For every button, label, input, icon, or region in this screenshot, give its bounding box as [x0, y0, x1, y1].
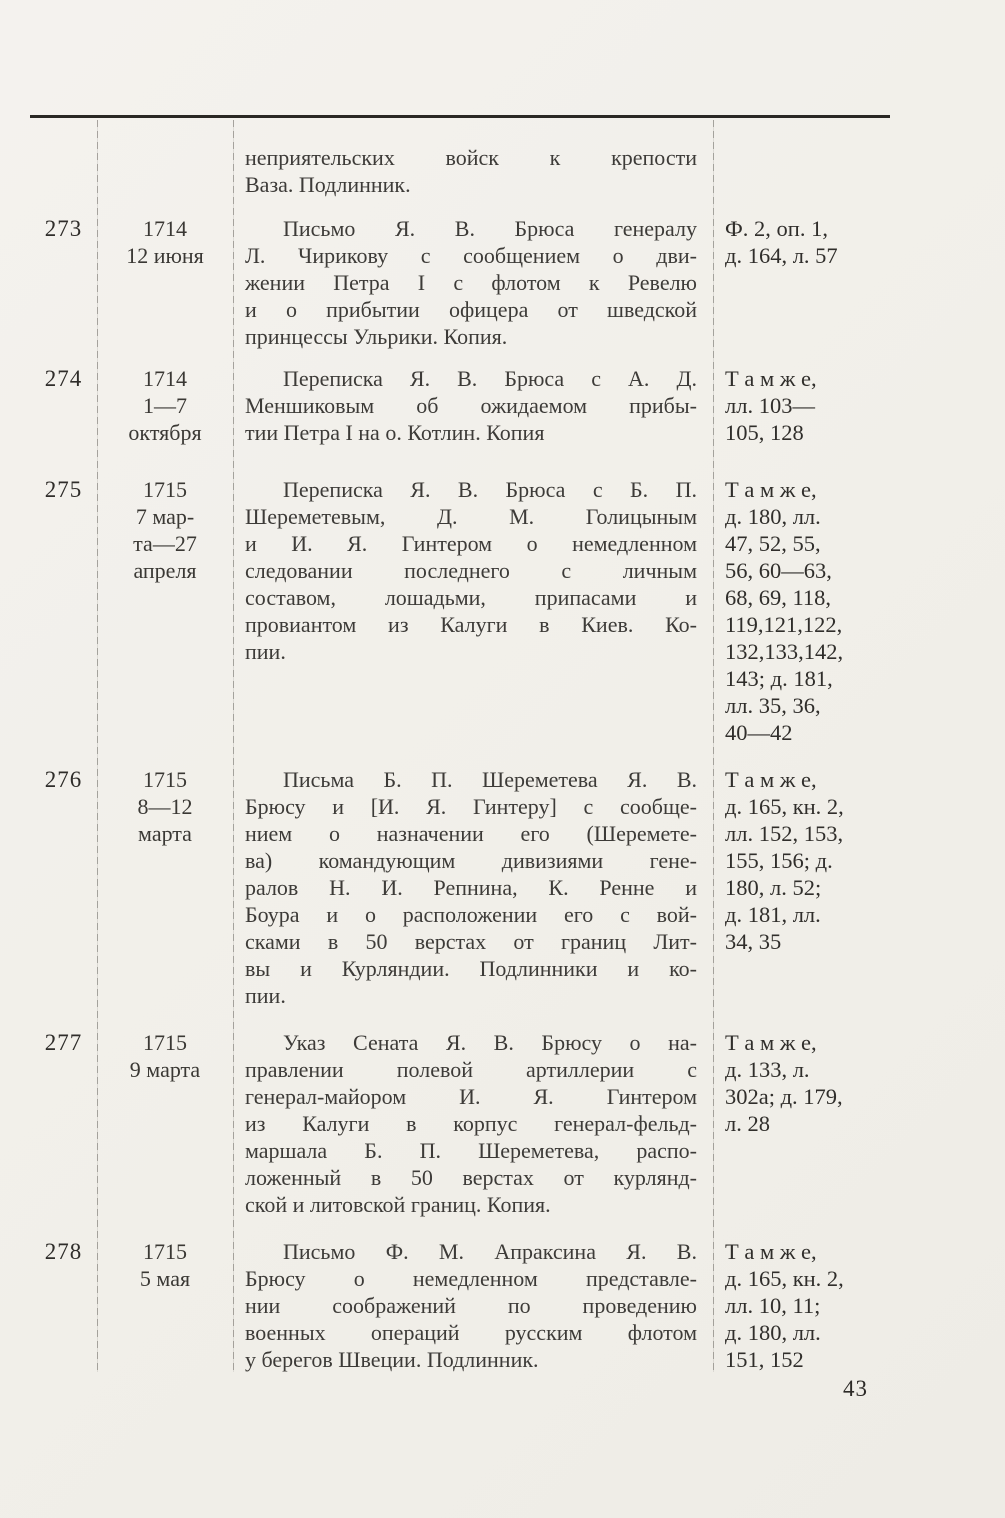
description-line: пии.: [245, 639, 286, 664]
table-row: [30, 215, 890, 350]
description-line: Меншиковым об ожидаемом прибы-: [245, 393, 697, 418]
description-line: составом, лошадьми, припасами и: [245, 585, 697, 610]
description-line: провиантом из Калуги в Киев. Ко-: [245, 612, 697, 637]
date-line: 1714: [143, 216, 187, 241]
description-line: Переписка Я. В. Брюса с А. Д.: [283, 366, 697, 391]
description-line: жении Петра I с флотом к Ревелю: [245, 270, 697, 295]
row-number: 278: [44, 1239, 83, 1264]
column-rule: [233, 120, 234, 1372]
description-cell: [233, 365, 713, 446]
date-cell: [97, 1238, 233, 1292]
description-line: правлении полевой артиллерии с: [245, 1057, 697, 1082]
date-line: 9 марта: [129, 1057, 201, 1082]
description-line: генерал-майором И. Я. Гинтером: [245, 1084, 697, 1109]
date-line: апреля: [133, 558, 197, 583]
description-line: и о прибытии офицера от шведской: [245, 297, 697, 322]
description-line: вы и Курляндии. Подлинники и ко-: [245, 956, 697, 981]
date-line: 1—7: [143, 393, 187, 418]
reference-line: 105, 128: [725, 420, 804, 445]
reference-line: д. 165, кн. 2,: [725, 1266, 844, 1291]
description-cell: [233, 766, 713, 1009]
description-line: Боура и о расположении его с вой-: [245, 902, 697, 927]
table-row: [30, 365, 890, 446]
reference-line: д. 133, л.: [725, 1057, 810, 1082]
column-rule: [97, 120, 98, 1372]
reference-line: Т а м ж е,: [725, 767, 817, 792]
date-cell: [97, 365, 233, 446]
description-line: Л. Чирикову с сообщением о дви-: [245, 243, 697, 268]
reference-line: 68, 69, 118,: [725, 585, 832, 610]
reference-line: 143; д. 181,: [725, 666, 833, 691]
reference-line: 34, 35: [725, 929, 782, 954]
description-line: ложенный в 50 верстах от курлянд-: [245, 1165, 697, 1190]
description-cell: [233, 476, 713, 665]
description-cell: [233, 1029, 713, 1218]
table-row: [30, 766, 890, 1009]
reference-line: Т а м ж е,: [725, 366, 817, 391]
reference-line: 40—42: [725, 720, 793, 745]
date-line: 1715: [143, 1239, 187, 1264]
reference-line: д. 181, лл.: [725, 902, 821, 927]
reference-line: 180, л. 52;: [725, 875, 822, 900]
reference-line: д. 165, кн. 2,: [725, 794, 844, 819]
table-row: [30, 1238, 890, 1373]
column-rule: [713, 120, 714, 1372]
reference-line: Т а м ж е,: [725, 1030, 817, 1055]
reference-line: 302а; д. 179,: [725, 1084, 843, 1109]
date-line: 1715: [143, 1030, 187, 1055]
reference-line: л. 28: [725, 1111, 770, 1136]
table-row-continuation: [30, 144, 890, 198]
row-number: 273: [44, 216, 83, 241]
date-cell: [97, 766, 233, 847]
description-line: нии соображений по проведению: [245, 1293, 697, 1318]
table-row: [30, 476, 890, 746]
description-line: неприятельских войск к крепости: [245, 145, 697, 170]
description-line: Переписка Я. В. Брюса с Б. П.: [283, 477, 697, 502]
date-line: марта: [138, 821, 192, 846]
description-line: Брюсу о немедленном представле-: [245, 1266, 697, 1291]
date-line: 12 июня: [126, 243, 204, 268]
description-line: сками в 50 верстах от границ Лит-: [245, 929, 697, 954]
reference-line: Т а м ж е,: [725, 1239, 817, 1264]
description-line: Письма Б. П. Шереметева Я. В.: [283, 767, 697, 792]
description-line: Брюсу и [И. Я. Гинтеру] с сообще-: [245, 794, 697, 819]
row-number: 275: [44, 477, 83, 502]
reference-cell: [713, 476, 890, 746]
reference-line: Т а м ж е,: [725, 477, 817, 502]
reference-line: 56, 60—63,: [725, 558, 832, 583]
catalog-table: [30, 115, 890, 1373]
description-line: Письмо Ф. М. Апраксина Я. В.: [283, 1239, 697, 1264]
page-number: 43: [843, 1376, 868, 1401]
description-line: ва) командующим дивизиями гене-: [245, 848, 697, 873]
description-line: из Калуги в корпус генерал-фельд-: [245, 1111, 697, 1136]
date-line: октября: [128, 420, 202, 445]
row-number: 274: [44, 366, 83, 391]
date-line: 1715: [143, 767, 187, 792]
description-line: у берегов Швеции. Подлинник.: [245, 1347, 539, 1372]
table-row: [30, 1029, 890, 1218]
description-line: и И. Я. Гинтером о немедленном: [245, 531, 697, 556]
description-line: пии.: [245, 983, 286, 1008]
row-number: 276: [44, 767, 83, 792]
description-line: тии Петра I на о. Котлин. Копия: [245, 420, 545, 445]
reference-line: Ф. 2, оп. 1,: [725, 216, 828, 241]
reference-line: д. 180, лл.: [725, 1320, 821, 1345]
description-line: принцессы Ульрики. Копия.: [245, 324, 508, 349]
description-cell: [233, 1238, 713, 1373]
description-line: Шереметевым, Д. М. Голицыным: [245, 504, 697, 529]
date-cell: [97, 1029, 233, 1083]
reference-line: 132,133,142,: [725, 639, 844, 664]
description-line: нием о назначении его (Шеремете-: [245, 821, 697, 846]
reference-line: д. 164, л. 57: [725, 243, 838, 268]
reference-cell: [713, 1238, 890, 1373]
reference-cell: [713, 766, 890, 955]
reference-cell: [713, 1029, 890, 1137]
reference-line: 119,121,122,: [725, 612, 843, 637]
reference-line: 47, 52, 55,: [725, 531, 821, 556]
reference-line: 151, 152: [725, 1347, 804, 1372]
reference-line: лл. 10, 11;: [725, 1293, 821, 1318]
description-line: Ваза. Подлинник.: [245, 172, 411, 197]
reference-line: лл. 103—: [725, 393, 815, 418]
description-line: Указ Сената Я. В. Брюсу о на-: [283, 1030, 697, 1055]
reference-cell: [713, 365, 890, 446]
description-line: военных операций русским флотом: [245, 1320, 697, 1345]
description-line: Письмо Я. В. Брюса генералу: [283, 216, 697, 241]
date-cell: [97, 476, 233, 584]
reference-line: д. 180, лл.: [725, 504, 821, 529]
reference-cell: [713, 215, 890, 269]
description-cell: [233, 144, 713, 198]
description-cell: [233, 215, 713, 350]
description-line: маршала Б. П. Шереметева, распо-: [245, 1138, 697, 1163]
date-line: та—27: [133, 531, 197, 556]
date-cell: [97, 215, 233, 269]
description-line: ралов Н. И. Репнина, К. Ренне и: [245, 875, 697, 900]
reference-line: лл. 35, 36,: [725, 693, 821, 718]
description-line: ской и литовской границ. Копия.: [245, 1192, 551, 1217]
description-line: следовании последнего с личным: [245, 558, 697, 583]
reference-line: 155, 156; д.: [725, 848, 833, 873]
reference-line: лл. 152, 153,: [725, 821, 844, 846]
date-line: 8—12: [137, 794, 193, 819]
row-number: 277: [44, 1030, 83, 1055]
date-line: 1715: [143, 477, 187, 502]
date-line: 1714: [143, 366, 187, 391]
date-line: 7 мар-: [135, 504, 195, 529]
date-line: 5 мая: [139, 1266, 191, 1291]
